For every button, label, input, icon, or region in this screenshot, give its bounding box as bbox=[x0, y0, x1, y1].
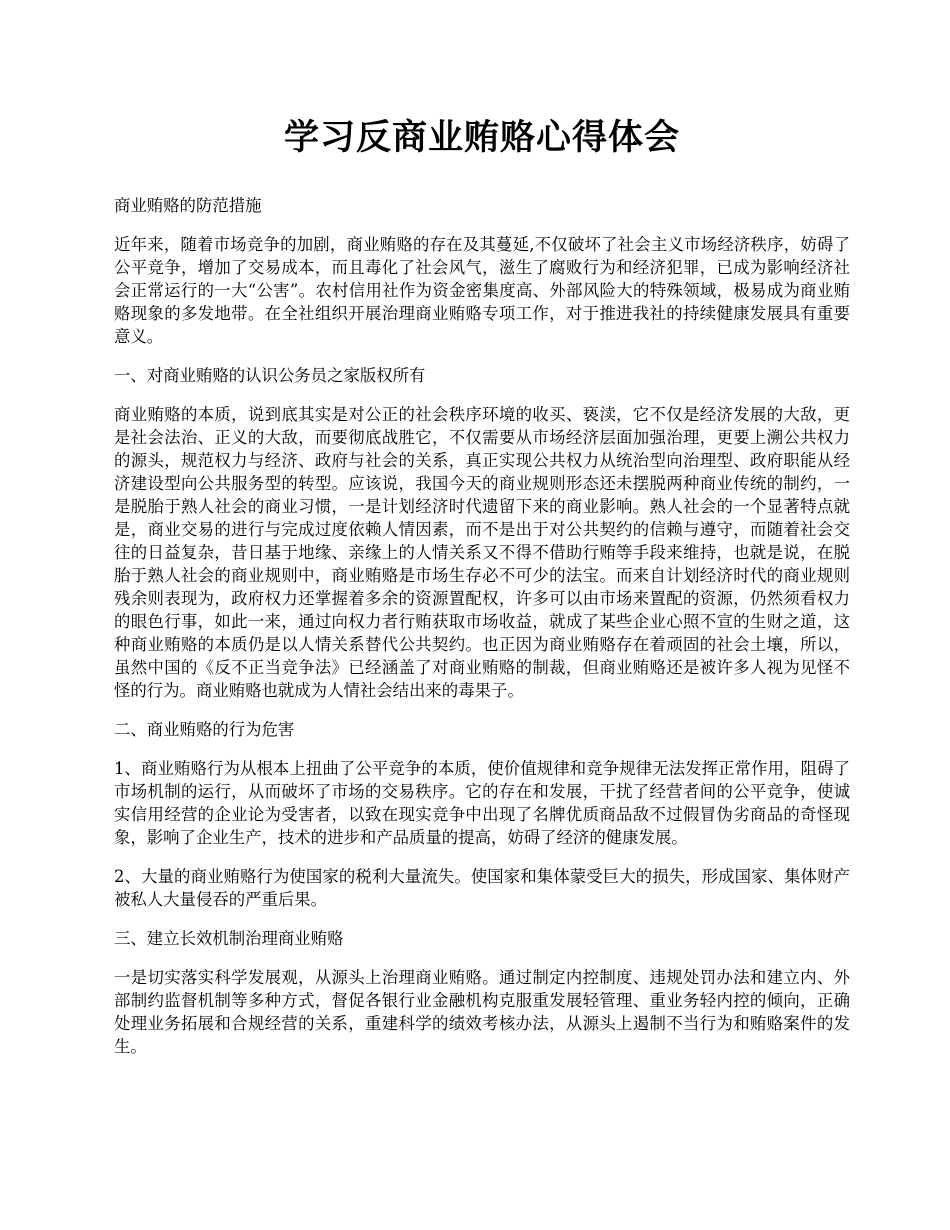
section-heading-harm: 二、商业贿赂的行为危害 bbox=[114, 720, 295, 739]
mechanism-paragraph: 一是切实落实科学发展观，从源头上治理商业贿赂。通过制定内控制度、违规处罚办法和建立内、外部制约监督机制等多种方式，督促各银行业金融机构克服重发展轻管理、重业务轻内控的倾向，正确处理业务拓展和合规经营的关系，重建科学的绩效考核办法，从源头上遏制不当行为和贿赂案件的发生。 bbox=[114, 968, 850, 1056]
harm-paragraph-2: 2、大量的商业贿赂行为使国家的税利大量流失。使国家和集体蒙受巨大的损失，形成国家、集体财产被私人大量侵吞的严重后果。 bbox=[114, 867, 850, 909]
intro-paragraph: 近年来，随着市场竞争的加剧，商业贿赂的存在及其蔓延,不仅破坏了社会主义市场经济秩序，妨碍了公平竞争，增加了交易成本，而且毒化了社会风气，滋生了腐败行为和经济犯罪，已成为影响经济社会正常运行的一大“公害”。农村信用社作为资金密集度高、外部风险大的特殊领域，极易成为商业贿赂现象的多发地带。在全社组织开展治理商业贿赂专项工作，对于推进我社的持续健康发展具有重要意义。 bbox=[114, 235, 850, 346]
section-heading-understanding: 一、对商业贿赂的认识公务员之家版权所有 bbox=[114, 366, 426, 385]
understanding-paragraph: 商业贿赂的本质，说到底其实是对公正的社会秩序环境的收买、亵渎，它不仅是经济发展的大敌，更是社会法治、正义的大敌，而要彻底战胜它，不仅需要从市场经济层面加强治理，更要上溯公共权力的源头，规范权力与经济、政府与社会的关系，真正实现公共权力从统治型向治理型、政府职能从经济建设型向公共服务型的转型。应该说，我国今天的商业规则形态还未摆脱两种商业传统的制约，一是脱胎于熟人社会的商业习惯，一是计划经济时代遗留下来的商业影响。熟人社会的一个显著特点就是，商业交易的进行与完成过度依赖人情因素，而不是出于对公共契约的信赖与遵守，而随着社会交往的日益复杂，昔日基于地缘、亲缘上的人情关系又不得不借助行贿等手段来维持，也就是说，在脱胎于熟人社会的商业规则中，商业贿赂是市场生存必不可少的法宝。而来自计划经济时代的商业规则残余则表现为，政府权力还掌握着多余的资源置配权，许多可以由市场来置配的资源，仍然须看权力的眼色行事，如此一来，通过向权力者行贿获取市场收益，就成了某些企业心照不宣的生财之道，这种商业贿赂的本质仍是以人情关系替代公共契约。也正因为商业贿赂存在着顽固的社会土壤，所以，虽然中国的《反不正当竞争法》已经涵盖了对商业贿赂的制裁，但商业贿赂还是被许多人视为见怪不怪的行为。商业贿赂也就成为人情社会结出来的毒果子。 bbox=[114, 405, 850, 700]
harm-paragraph-1: 1、商业贿赂行为从根本上扭曲了公平竞争的本质，使价值规律和竞争规律无法发挥正常作用，阻碍了市场机制的运行，从而破坏了市场的交易秩序。它的存在和发展，干扰了经营者间的公平竞争，使诚实信用经营的企业论为受害者，以致在现实竞争中出现了名牌优质商品敌不过假冒伪劣商品的奇怪现象，影响了企业生产，技术的进步和产品质量的提高，妨碍了经济的健康发展。 bbox=[114, 759, 850, 847]
section-heading-mechanism: 三、建立长效机制治理商业贿赂 bbox=[114, 929, 344, 948]
document-page bbox=[114, 112, 850, 1074]
document-title: 学习反商业贿赂心得体会 bbox=[283, 117, 680, 158]
section-heading-prevention: 商业贿赂的防范措施 bbox=[114, 196, 262, 215]
